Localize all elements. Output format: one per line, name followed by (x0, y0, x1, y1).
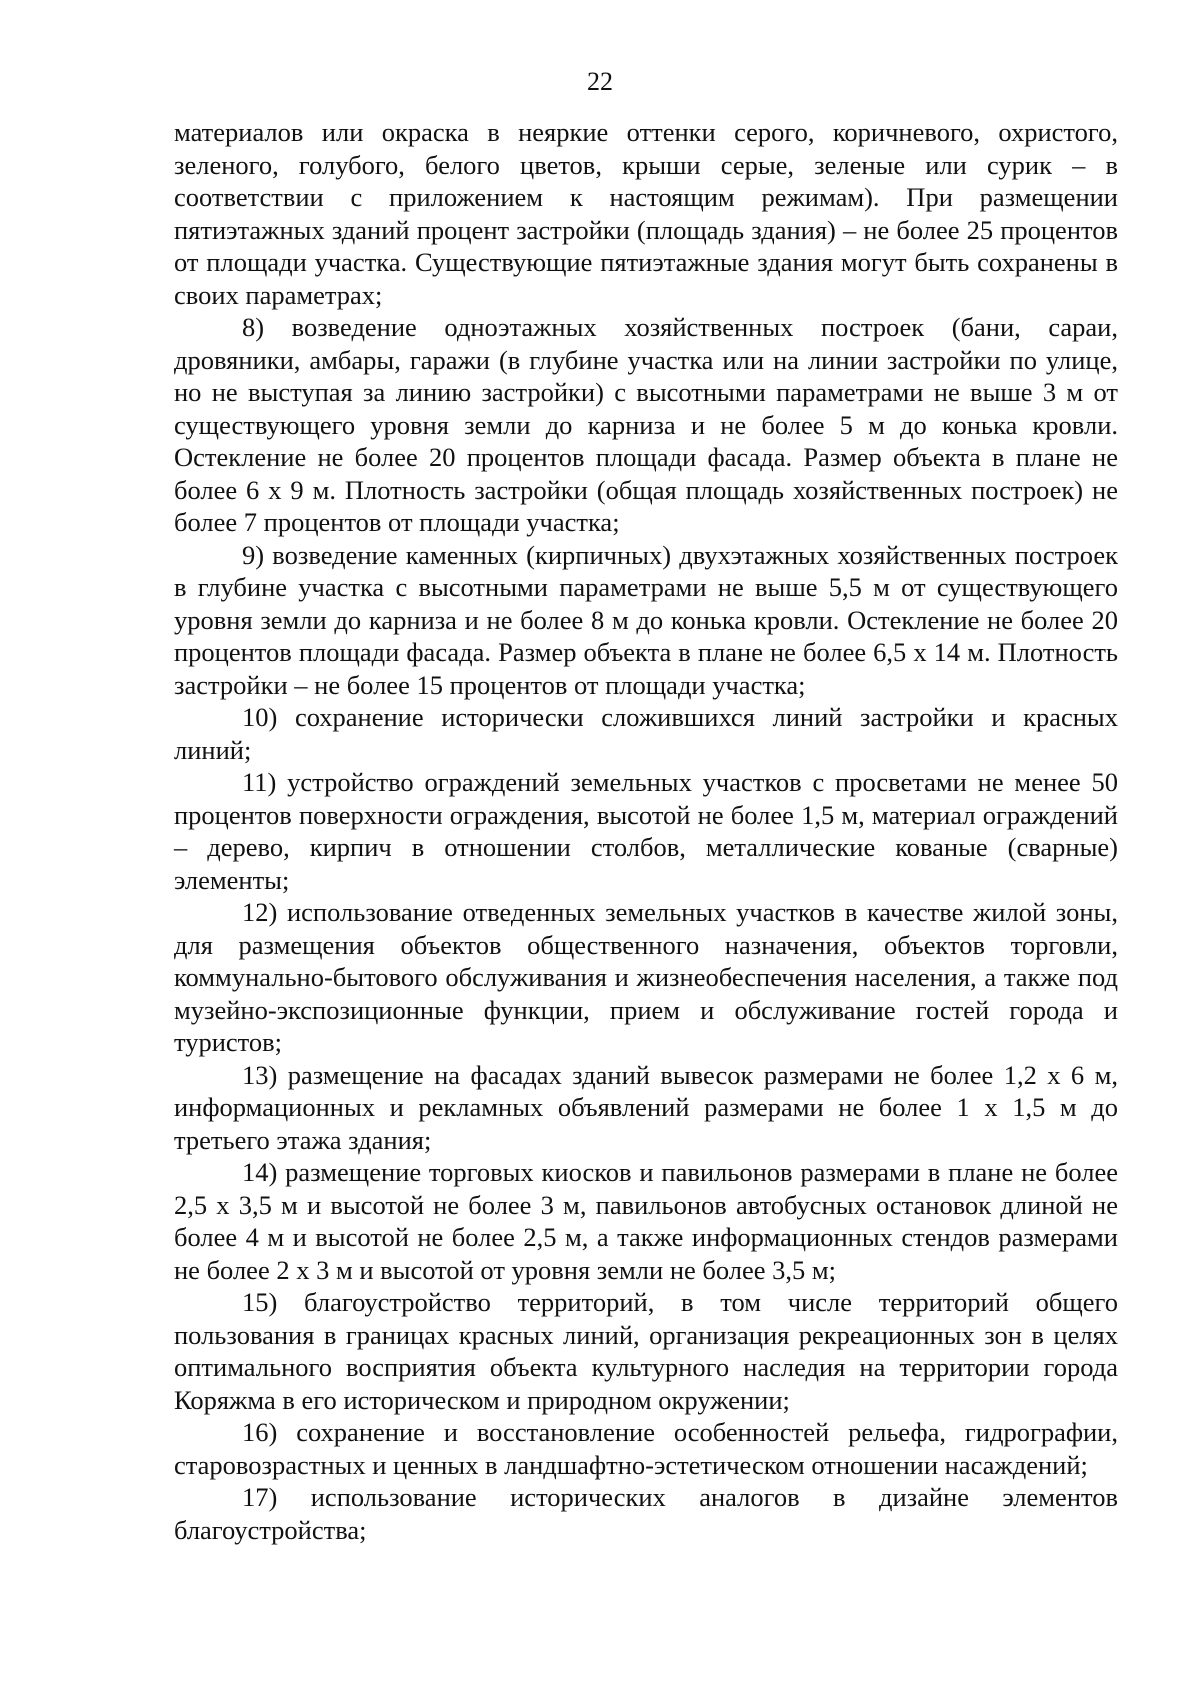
list-item-10: 10) сохранение исторически сложившихся линий застройки и красных линий; (174, 702, 1118, 765)
list-item-13: 13) размещение на фасадах зданий вывесок размерами не более 1,2 х 6 м, информационных и рекламных объявлений размерами не более 1 х 1,5 м до третьего этажа здания; (174, 1059, 1118, 1155)
paragraph-continuation: материалов или окраска в неяркие оттенки серого, коричневого, охристого, зеленого, голубого, белого цветов, крыши серые, зеленые или сурик – в соответствии с приложением к настоящим режимам). При размещении пятиэтажных зданий процент застройки (площадь здания) – не более 25 процентов от площади участка. Существующие пятиэтажные здания могут быть сохранены в своих параметрах; (174, 117, 1118, 310)
list-item-11: 11) устройство ограждений земельных участков с просветами не менее 50 процентов поверхности ограждения, высотой не более 1,5 м, материал ограждений – дерево, кирпич в отношении столбов, металлические кованые (сварные) элементы; (174, 767, 1118, 895)
list-item-15: 15) благоустройство территорий, в том числе территорий общего пользования в границах красных линий, организация рекреационных зон в целях оптимального восприятия объекта культурного наследия на территории города Коряжма в его историческом и природном окружении; (174, 1287, 1118, 1415)
list-item-8: 8) возведение одноэтажных хозяйственных построек (бани, сараи, дровяники, амбары, гаражи (в глубине участка или на линии застройки по улице, но не выступая за линию застройки) с высотными параметрами не выше 3 м от существующего уровня земли до карниза и не более 5 м до конька кровли. Остекление не более 20 процентов площади фасада. Размер объекта в плане не более 6 х 9 м. Плотность застройки (общая площадь хозяйственных построек) не более 7 процентов от площади участка; (174, 312, 1118, 537)
list-item-17: 17) использование исторических аналогов в дизайне элементов благоустройства; (174, 1482, 1118, 1545)
list-item-12: 12) использование отведенных земельных участков в качестве жилой зоны, для размещения объектов общественного назначения, объектов торговли, коммунально-бытового обслуживания и жизнеобеспечения населения, а также под музейно-экспозиционные функции, прием и обслуживание гостей города и туристов; (174, 897, 1118, 1057)
document-body (174, 116, 1118, 1546)
list-item-16: 16) сохранение и восстановление особенностей рельефа, гидрографии, старовозрастных и ценных в ландшафтно-эстетическом отношении насаждений; (174, 1417, 1118, 1480)
list-item-9: 9) возведение каменных (кирпичных) двухэтажных хозяйственных построек в глубине участка с высотными параметрами не выше 5,5 м от существующего уровня земли до карниза и не более 8 м до конька кровли. Остекление не более 20 процентов площади фасада. Размер объекта в плане не более 6,5 х 14 м. Плотность застройки – не более 15 процентов от площади участка; (174, 539, 1118, 700)
list-item-14: 14) размещение торговых киосков и павильонов размерами в плане не более 2,5 х 3,5 м и высотой не более 3 м, павильонов автобусных остановок длиной не более 4 м и высотой не более 2,5 м, а также информационных стендов размерами не более 2 х 3 м и высотой от уровня земли не более 3,5 м; (174, 1157, 1118, 1285)
page-number: 22 (587, 67, 613, 96)
